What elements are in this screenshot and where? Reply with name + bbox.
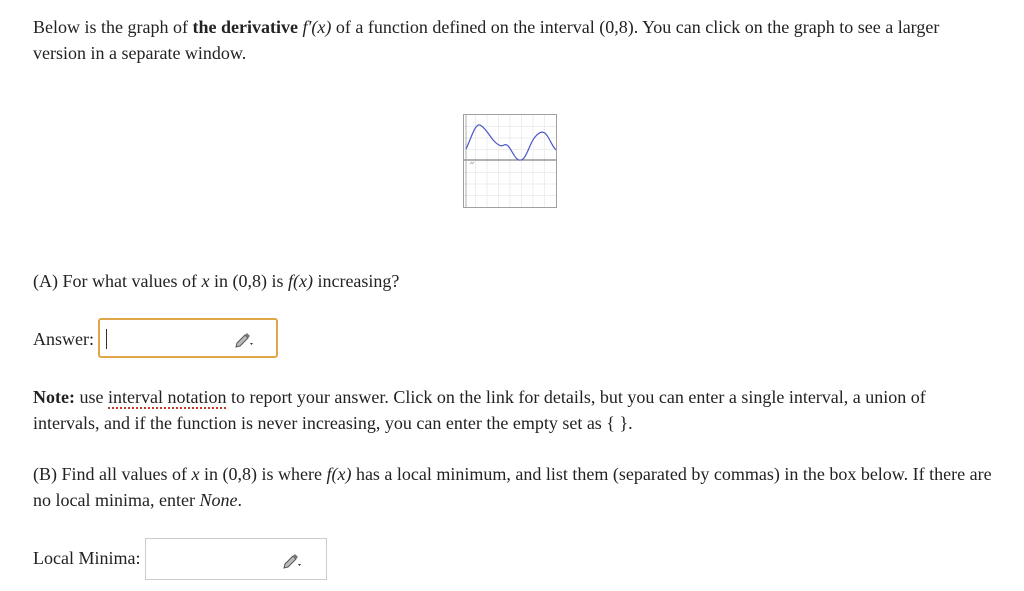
qb-func: f(x) — [326, 464, 352, 484]
note-bold: Note: — [33, 387, 75, 407]
text-caret — [106, 329, 107, 349]
qb-prefix: (B) Find all values of — [33, 464, 192, 484]
note-text — [33, 384, 993, 436]
interval-notation-link[interactable]: interval notation — [107, 387, 227, 407]
graph-svg — [464, 115, 556, 207]
intro-bold: the derivative — [192, 17, 298, 37]
question-b — [33, 461, 993, 513]
question-a — [33, 268, 399, 294]
pencil-icon[interactable] — [234, 330, 256, 348]
qa-func: f(x) — [287, 271, 313, 291]
local-minima-input[interactable] — [145, 538, 327, 580]
local-minima-label: Local Minima: — [33, 548, 141, 568]
qa-prefix: (A) For what values of — [33, 271, 202, 291]
qb-end: . — [237, 490, 242, 510]
answer-label: Answer: — [33, 329, 94, 349]
qa-var: x — [201, 271, 210, 291]
derivative-graph-thumbnail[interactable] — [463, 114, 557, 208]
qa-middle: in (0,8) is — [209, 271, 288, 291]
intro-fprime: f′(x) — [297, 17, 332, 37]
qb-post: has a local minimum, and list them (separated by commas) in the box below. If there are no local minima, enter — [33, 464, 992, 510]
graph-grid — [464, 115, 556, 207]
answer-input[interactable] — [98, 318, 278, 358]
graph-tick — [470, 162, 474, 164]
note-pre: use — [74, 387, 108, 407]
qa-suffix: increasing? — [312, 271, 400, 291]
qb-var: x — [191, 464, 200, 484]
qb-middle: in (0,8) is where — [199, 464, 327, 484]
intro-middle: of a function defined on the interval (0,8). You can click on the graph to see a larger version in a separate window. — [33, 17, 940, 63]
graph-curve — [466, 125, 556, 160]
pencil-icon[interactable] — [282, 551, 304, 569]
note-post: to report your answer. Click on the link for details, but you can enter a single interval, a union of intervals, and if the function is never increasing, you can enter the empty set as { }. — [33, 387, 926, 433]
intro-text — [33, 14, 993, 66]
intro-prefix: Below is the graph of — [33, 17, 193, 37]
qb-none: None — [199, 490, 238, 510]
